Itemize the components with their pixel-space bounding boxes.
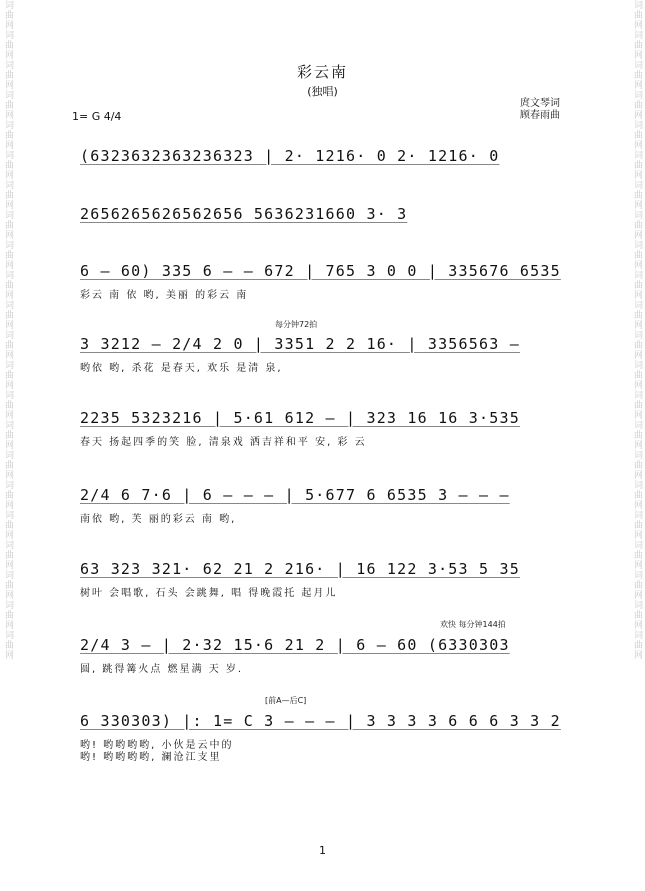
lyrics-line: 哟依 哟, 杀花 是春天, 欢乐 是清 泉, — [80, 363, 283, 374]
lyrics-line: 彩云 南 依 哟, 美丽 的彩云 南 — [80, 290, 249, 301]
notation-line: 6 — 60) 335 6 — — 672 | 765 3 0 0 | 335676 6535 — [80, 262, 561, 280]
lyrics-line: 哟! 哟哟哟哟, 小伙是云中的 — [80, 740, 234, 751]
notation-line: 2656265626562656 5636231660 3· 3 — [80, 205, 408, 223]
lyrics-line: 春天 扬起四季的笑 脸, 清泉戏 洒吉祥和平 安, 彩 云 — [80, 437, 367, 448]
notation-line: 2235 5323216 | 5·61 612 — | 323 16 16 3·535 — [80, 409, 520, 427]
score-system-4 — [80, 320, 565, 385]
page-number: 1 — [319, 844, 326, 857]
tempo-mark: 欢快 每分钟144拍 — [440, 620, 506, 629]
tempo-mark: 每分钟72拍 — [275, 320, 318, 329]
score-system-5 — [80, 409, 565, 459]
lyrics-line: 南依 哟, 芙 丽的彩云 南 哟, — [80, 514, 237, 525]
score-system-2 — [80, 205, 565, 255]
score-system-3 — [80, 262, 565, 312]
notation-line: 63 323 321· 62 21 2 216· | 16 122 3·53 5 35 — [80, 560, 520, 578]
notation-line: 6 330303) |: 1= C 3 — — — | 3 3 3 3 6 6 6 3 3 2 — [80, 712, 561, 730]
key-change-mark: [前A—后C] — [265, 696, 307, 705]
score-system-7 — [80, 560, 565, 610]
notation-line: (6323632363236323 | 2· 1216· 0 2· 1216· 0 — [80, 147, 500, 165]
notation-line: 2/4 6 7·6 | 6 — — — | 5·677 6 6535 3 — — — — [80, 486, 510, 504]
score-system-1 — [80, 147, 565, 197]
watermark-right: 词曲网词曲网词曲网词曲网词曲网词曲网词曲网词曲网词曲网词曲网词曲网词曲网词曲网词曲网词曲网词曲网词曲网词曲网词曲网词曲网词曲网词曲网 — [632, 0, 642, 660]
score-system-6 — [80, 486, 565, 536]
lyrics-line: 圆, 跳得篝火点 燃星满 天 岁. — [80, 664, 244, 675]
song-title: 彩云南 — [296, 63, 348, 81]
lyricist: 庹文琴词 — [520, 98, 560, 109]
score-system-9 — [80, 696, 565, 763]
watermark-left: 词曲网词曲网词曲网词曲网词曲网词曲网词曲网词曲网词曲网词曲网词曲网词曲网词曲网词曲网词曲网词曲网词曲网词曲网词曲网词曲网词曲网词曲网 — [3, 0, 13, 660]
song-subtitle: (独唱) — [307, 85, 338, 98]
lyrics-line: 树叶 会唱歌, 石头 会跳舞, 唱 得晚霞托 起月儿 — [80, 588, 338, 599]
notation-line: 3 3212 — 2/4 2 0 | 3351 2 2 16· | 3356563 — — [80, 335, 520, 353]
score-system-8 — [80, 620, 565, 686]
composer: 顾春雨曲 — [520, 110, 560, 121]
notation-line: 2/4 3 — | 2·32 15·6 21 2 | 6 — 60 (6330303 — [80, 636, 510, 654]
key-signature: 1= G 4/4 — [72, 110, 122, 123]
credits — [520, 98, 560, 122]
lyrics-line-2: 哟! 哟哟哟哟, 澜沧江支里 — [80, 752, 222, 763]
